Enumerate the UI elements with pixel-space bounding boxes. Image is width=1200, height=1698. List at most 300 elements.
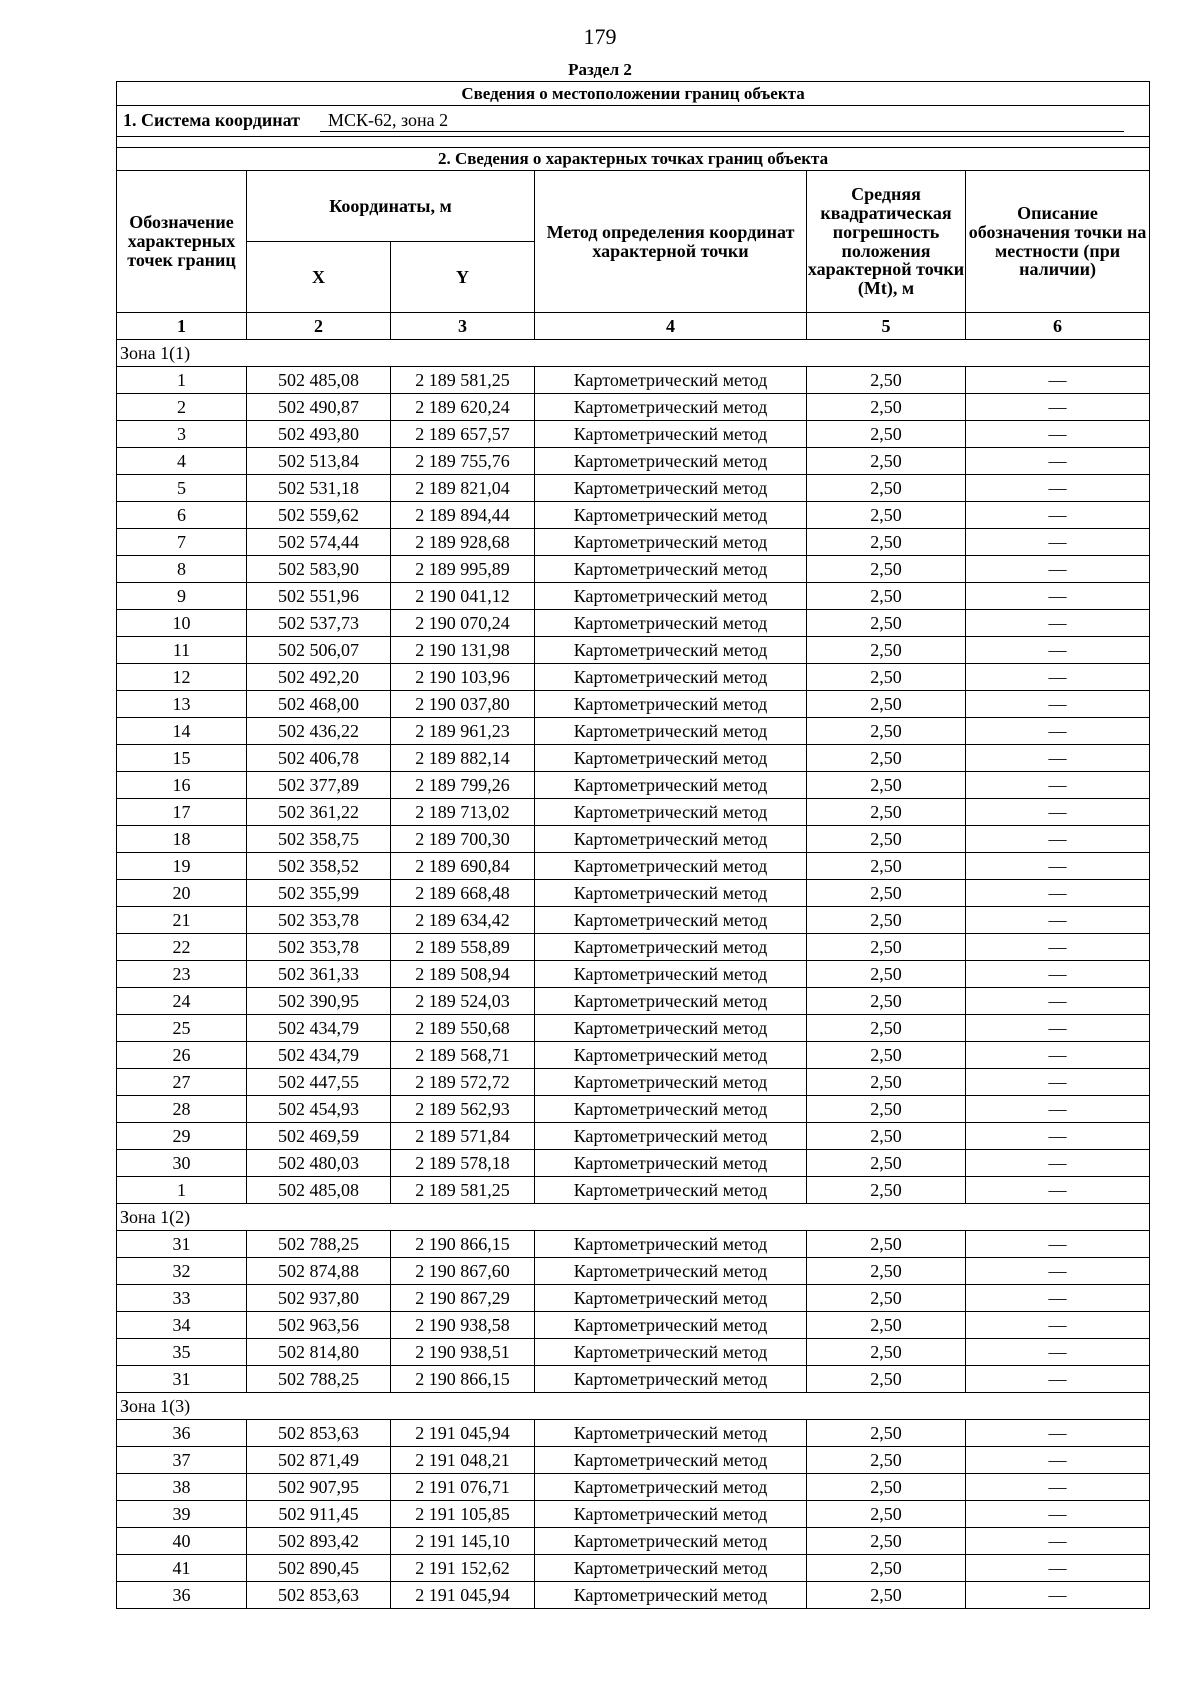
method-cell: Картометрический метод [535,1015,807,1042]
coord-x-cell: 502 583,90 [247,556,391,583]
point-number-cell: 17 [117,799,247,826]
point-number-cell: 31 [117,1366,247,1393]
error-mt-cell: 2,50 [807,1123,966,1150]
desc-cell: — [966,583,1150,610]
coord-y-cell: 2 190 938,51 [391,1339,535,1366]
desc-cell: — [966,637,1150,664]
point-number-cell: 12 [117,664,247,691]
error-mt-cell: 2,50 [807,637,966,664]
method-cell: Картометрический метод [535,1339,807,1366]
coord-y-cell: 2 190 131,98 [391,637,535,664]
error-mt-cell: 2,50 [807,529,966,556]
table-row [117,1285,1150,1312]
table-row [117,502,1150,529]
point-number-cell: 41 [117,1555,247,1582]
coord-y-cell: 2 191 145,10 [391,1528,535,1555]
coord-y-cell: 2 189 634,42 [391,907,535,934]
coord-x-cell: 502 434,79 [247,1042,391,1069]
desc-cell: — [966,394,1150,421]
desc-cell: — [966,1528,1150,1555]
coord-y-cell: 2 191 152,62 [391,1555,535,1582]
method-cell: Картометрический метод [535,664,807,691]
coord-x-cell: 502 492,20 [247,664,391,691]
method-cell: Картометрический метод [535,1150,807,1177]
method-cell: Картометрический метод [535,1501,807,1528]
method-cell: Картометрический метод [535,367,807,394]
point-number-cell: 36 [117,1420,247,1447]
error-mt-cell: 2,50 [807,880,966,907]
point-number-cell: 22 [117,934,247,961]
coord-y-cell: 2 189 755,76 [391,448,535,475]
point-number-cell: 1 [117,1177,247,1204]
point-number-cell: 29 [117,1123,247,1150]
table-row [117,664,1150,691]
table-row [117,961,1150,988]
desc-cell: — [966,1582,1150,1609]
desc-cell: — [966,853,1150,880]
error-mt-cell: 2,50 [807,421,966,448]
coord-x-cell: 502 361,22 [247,799,391,826]
spacer-row [117,137,1150,148]
point-number-cell: 30 [117,1150,247,1177]
desc-cell: — [966,1096,1150,1123]
coord-x-cell: 502 377,89 [247,772,391,799]
table-row [117,1312,1150,1339]
desc-cell: — [966,880,1150,907]
table-row [117,529,1150,556]
table-row [117,1582,1150,1609]
table-row [117,718,1150,745]
section-title: Раздел 2 [568,60,632,79]
table-row [117,988,1150,1015]
coord-x-cell: 502 853,63 [247,1420,391,1447]
table-row [117,772,1150,799]
method-cell: Картометрический метод [535,475,807,502]
boundary-points-table [116,81,1150,1609]
point-number-cell: 16 [117,772,247,799]
method-cell: Картометрический метод [535,907,807,934]
header-x: X [247,242,391,313]
zone-row [117,1204,1150,1231]
method-cell: Картометрический метод [535,880,807,907]
coord-y-cell: 2 189 568,71 [391,1042,535,1069]
zone-row [117,1393,1150,1420]
header-error: Средняя квадратическая погрешность положения характерной точки (Mt), м [807,171,966,313]
desc-cell: — [966,1285,1150,1312]
point-number-cell: 24 [117,988,247,1015]
point-number-cell: 18 [117,826,247,853]
coord-x-cell: 502 907,95 [247,1474,391,1501]
coord-x-cell: 502 874,88 [247,1258,391,1285]
method-cell: Картометрический метод [535,934,807,961]
coord-x-cell: 502 361,33 [247,961,391,988]
coord-y-cell: 2 190 041,12 [391,583,535,610]
header-designation: Обозначение характерных точек границ [117,171,247,313]
desc-cell: — [966,988,1150,1015]
error-mt-cell: 2,50 [807,961,966,988]
error-mt-cell: 2,50 [807,1150,966,1177]
method-cell: Картометрический метод [535,799,807,826]
coord-y-cell: 2 191 076,71 [391,1474,535,1501]
method-cell: Картометрический метод [535,1312,807,1339]
desc-cell: — [966,1231,1150,1258]
error-mt-cell: 2,50 [807,556,966,583]
coord-y-cell: 2 191 105,85 [391,1501,535,1528]
method-cell: Картометрический метод [535,1096,807,1123]
desc-cell: — [966,826,1150,853]
method-cell: Картометрический метод [535,637,807,664]
desc-cell: — [966,772,1150,799]
coord-x-cell: 502 890,45 [247,1555,391,1582]
desc-cell: — [966,1501,1150,1528]
coord-y-cell: 2 190 866,15 [391,1366,535,1393]
error-mt-cell: 2,50 [807,1177,966,1204]
table-row [117,367,1150,394]
desc-cell: — [966,1258,1150,1285]
column-number: 2 [247,313,391,340]
error-mt-cell: 2,50 [807,907,966,934]
coord-y-cell: 2 190 037,80 [391,691,535,718]
desc-cell: — [966,367,1150,394]
table-row [117,394,1150,421]
error-mt-cell: 2,50 [807,448,966,475]
table-row [117,556,1150,583]
table-row [117,853,1150,880]
point-number-cell: 38 [117,1474,247,1501]
error-mt-cell: 2,50 [807,988,966,1015]
method-cell: Картометрический метод [535,826,807,853]
coord-y-cell: 2 189 882,14 [391,745,535,772]
points-title: 2. Сведения о характерных точках границ объекта [117,148,1150,171]
error-mt-cell: 2,50 [807,1555,966,1582]
table-row [117,799,1150,826]
desc-cell: — [966,1366,1150,1393]
desc-cell: — [966,664,1150,691]
method-cell: Картометрический метод [535,1123,807,1150]
coord-x-cell: 502 551,96 [247,583,391,610]
column-number: 1 [117,313,247,340]
desc-cell: — [966,745,1150,772]
point-number-cell: 35 [117,1339,247,1366]
error-mt-cell: 2,50 [807,799,966,826]
point-number-cell: 20 [117,880,247,907]
coord-x-cell: 502 485,08 [247,367,391,394]
method-cell: Картометрический метод [535,1231,807,1258]
table-row [117,1123,1150,1150]
coord-y-cell: 2 190 867,60 [391,1258,535,1285]
method-cell: Картометрический метод [535,1420,807,1447]
coord-x-cell: 502 937,80 [247,1285,391,1312]
error-mt-cell: 2,50 [807,826,966,853]
table-row [117,1231,1150,1258]
method-cell: Картометрический метод [535,961,807,988]
error-mt-cell: 2,50 [807,1231,966,1258]
coord-y-cell: 2 189 657,57 [391,421,535,448]
point-number-cell: 6 [117,502,247,529]
table-row [117,475,1150,502]
column-number: 6 [966,313,1150,340]
desc-cell: — [966,1447,1150,1474]
point-number-cell: 25 [117,1015,247,1042]
error-mt-cell: 2,50 [807,1366,966,1393]
point-number-cell: 39 [117,1501,247,1528]
error-mt-cell: 2,50 [807,853,966,880]
method-cell: Картометрический метод [535,718,807,745]
error-mt-cell: 2,50 [807,1447,966,1474]
method-cell: Картометрический метод [535,1042,807,1069]
coord-x-cell: 502 493,80 [247,421,391,448]
desc-cell: — [966,556,1150,583]
coord-x-cell: 502 358,52 [247,853,391,880]
coordinate-system-value: МСК-62, зона 2 [320,110,1124,133]
coord-y-cell: 2 189 668,48 [391,880,535,907]
point-number-cell: 19 [117,853,247,880]
table-row [117,1069,1150,1096]
coord-y-cell: 2 190 070,24 [391,610,535,637]
header-description: Описание обозначения точки на местности (при наличии) [966,171,1150,313]
error-mt-cell: 2,50 [807,1312,966,1339]
desc-cell: — [966,1555,1150,1582]
table-row [117,421,1150,448]
method-cell: Картометрический метод [535,988,807,1015]
coord-x-cell: 502 480,03 [247,1150,391,1177]
coord-y-cell: 2 190 938,58 [391,1312,535,1339]
desc-cell: — [966,448,1150,475]
coordinate-system-label: 1. Система координат [123,109,300,130]
coord-x-cell: 502 490,87 [247,394,391,421]
coord-y-cell: 2 190 867,29 [391,1285,535,1312]
coord-y-cell: 2 189 995,89 [391,556,535,583]
method-cell: Картометрический метод [535,853,807,880]
point-number-cell: 10 [117,610,247,637]
point-number-cell: 37 [117,1447,247,1474]
method-cell: Картометрический метод [535,1555,807,1582]
coord-y-cell: 2 189 894,44 [391,502,535,529]
coord-x-cell: 502 531,18 [247,475,391,502]
desc-cell: — [966,502,1150,529]
method-cell: Картометрический метод [535,1447,807,1474]
point-number-cell: 33 [117,1285,247,1312]
table-row [117,1366,1150,1393]
point-number-cell: 13 [117,691,247,718]
table-row [117,826,1150,853]
method-cell: Картометрический метод [535,421,807,448]
point-number-cell: 15 [117,745,247,772]
coord-x-cell: 502 355,99 [247,880,391,907]
coord-y-cell: 2 190 866,15 [391,1231,535,1258]
error-mt-cell: 2,50 [807,934,966,961]
error-mt-cell: 2,50 [807,1474,966,1501]
error-mt-cell: 2,50 [807,1501,966,1528]
error-mt-cell: 2,50 [807,1582,966,1609]
page-number: 179 [583,24,617,49]
coord-x-cell: 502 447,55 [247,1069,391,1096]
coord-y-cell: 2 189 799,26 [391,772,535,799]
error-mt-cell: 2,50 [807,502,966,529]
coord-x-cell: 502 485,08 [247,1177,391,1204]
coord-y-cell: 2 189 524,03 [391,988,535,1015]
coord-x-cell: 502 436,22 [247,718,391,745]
desc-cell: — [966,1042,1150,1069]
coord-y-cell: 2 189 581,25 [391,367,535,394]
error-mt-cell: 2,50 [807,610,966,637]
error-mt-cell: 2,50 [807,691,966,718]
coord-y-cell: 2 189 508,94 [391,961,535,988]
coord-x-cell: 502 853,63 [247,1582,391,1609]
table-row [117,745,1150,772]
coord-x-cell: 502 353,78 [247,907,391,934]
coord-y-cell: 2 189 572,72 [391,1069,535,1096]
table-row [117,1528,1150,1555]
table-row [117,1258,1150,1285]
coord-y-cell: 2 189 562,93 [391,1096,535,1123]
desc-cell: — [966,1069,1150,1096]
method-cell: Картометрический метод [535,1366,807,1393]
error-mt-cell: 2,50 [807,1258,966,1285]
coord-y-cell: 2 189 578,18 [391,1150,535,1177]
coord-y-cell: 2 191 045,94 [391,1582,535,1609]
error-mt-cell: 2,50 [807,475,966,502]
coord-y-cell: 2 191 048,21 [391,1447,535,1474]
point-number-cell: 32 [117,1258,247,1285]
table-row [117,1042,1150,1069]
method-cell: Картометрический метод [535,772,807,799]
coord-x-cell: 502 353,78 [247,934,391,961]
error-mt-cell: 2,50 [807,718,966,745]
coord-x-cell: 502 358,75 [247,826,391,853]
desc-cell: — [966,475,1150,502]
coord-y-cell: 2 189 620,24 [391,394,535,421]
table-row [117,1555,1150,1582]
desc-cell: — [966,1150,1150,1177]
coord-x-cell: 502 893,42 [247,1528,391,1555]
table-row [117,1096,1150,1123]
coord-y-cell: 2 189 961,23 [391,718,535,745]
desc-cell: — [966,529,1150,556]
coord-y-cell: 2 191 045,94 [391,1420,535,1447]
desc-cell: — [966,718,1150,745]
column-number: 5 [807,313,966,340]
point-number-cell: 26 [117,1042,247,1069]
point-number-cell: 34 [117,1312,247,1339]
desc-cell: — [966,799,1150,826]
coord-x-cell: 502 390,95 [247,988,391,1015]
header-method: Метод определения координат характерной точки [535,171,807,313]
table-row [117,934,1150,961]
desc-cell: — [966,421,1150,448]
table-row [117,1339,1150,1366]
zone-label: Зона 1(1) [117,340,1150,367]
error-mt-cell: 2,50 [807,1285,966,1312]
table-row [117,1150,1150,1177]
point-number-cell: 5 [117,475,247,502]
zone-row [117,340,1150,367]
error-mt-cell: 2,50 [807,664,966,691]
column-number: 4 [535,313,807,340]
desc-cell: — [966,907,1150,934]
table-row [117,1015,1150,1042]
table-row [117,907,1150,934]
table-row [117,880,1150,907]
point-number-cell: 23 [117,961,247,988]
error-mt-cell: 2,50 [807,1528,966,1555]
table-row [117,1447,1150,1474]
coord-x-cell: 502 574,44 [247,529,391,556]
header-coordinates: Координаты, м [247,171,535,242]
coord-y-cell: 2 189 571,84 [391,1123,535,1150]
point-number-cell: 3 [117,421,247,448]
coord-x-cell: 502 788,25 [247,1231,391,1258]
point-number-cell: 27 [117,1069,247,1096]
desc-cell: — [966,1123,1150,1150]
point-number-cell: 2 [117,394,247,421]
desc-cell: — [966,1177,1150,1204]
coord-y-cell: 2 189 928,68 [391,529,535,556]
table-row [117,583,1150,610]
table-row [117,637,1150,664]
error-mt-cell: 2,50 [807,583,966,610]
desc-cell: — [966,1339,1150,1366]
desc-cell: — [966,691,1150,718]
desc-cell: — [966,1474,1150,1501]
coord-x-cell: 502 454,93 [247,1096,391,1123]
coord-y-cell: 2 189 558,89 [391,934,535,961]
method-cell: Картометрический метод [535,1582,807,1609]
zone-label: Зона 1(2) [117,1204,1150,1231]
point-number-cell: 1 [117,367,247,394]
coord-y-cell: 2 189 550,68 [391,1015,535,1042]
error-mt-cell: 2,50 [807,1069,966,1096]
coordinate-system-row [117,106,1150,137]
desc-cell: — [966,934,1150,961]
table-row [117,1420,1150,1447]
error-mt-cell: 2,50 [807,1420,966,1447]
desc-cell: — [966,1015,1150,1042]
point-number-cell: 4 [117,448,247,475]
method-cell: Картометрический метод [535,1474,807,1501]
error-mt-cell: 2,50 [807,772,966,799]
table-row [117,691,1150,718]
method-cell: Картометрический метод [535,1177,807,1204]
point-number-cell: 40 [117,1528,247,1555]
method-cell: Картометрический метод [535,448,807,475]
method-cell: Картометрический метод [535,691,807,718]
coord-y-cell: 2 189 690,84 [391,853,535,880]
method-cell: Картометрический метод [535,583,807,610]
coord-y-cell: 2 189 700,30 [391,826,535,853]
coord-x-cell: 502 537,73 [247,610,391,637]
table-row [117,610,1150,637]
error-mt-cell: 2,50 [807,394,966,421]
method-cell: Картометрический метод [535,502,807,529]
point-number-cell: 21 [117,907,247,934]
coord-x-cell: 502 513,84 [247,448,391,475]
coord-x-cell: 502 468,00 [247,691,391,718]
error-mt-cell: 2,50 [807,1042,966,1069]
method-cell: Картометрический метод [535,394,807,421]
error-mt-cell: 2,50 [807,1015,966,1042]
coord-x-cell: 502 911,45 [247,1501,391,1528]
method-cell: Картометрический метод [535,745,807,772]
coord-x-cell: 502 963,56 [247,1312,391,1339]
desc-cell: — [966,1312,1150,1339]
zone-label: Зона 1(3) [117,1393,1150,1420]
coord-y-cell: 2 189 713,02 [391,799,535,826]
desc-cell: — [966,1420,1150,1447]
error-mt-cell: 2,50 [807,1339,966,1366]
point-number-cell: 7 [117,529,247,556]
table-row [117,1177,1150,1204]
